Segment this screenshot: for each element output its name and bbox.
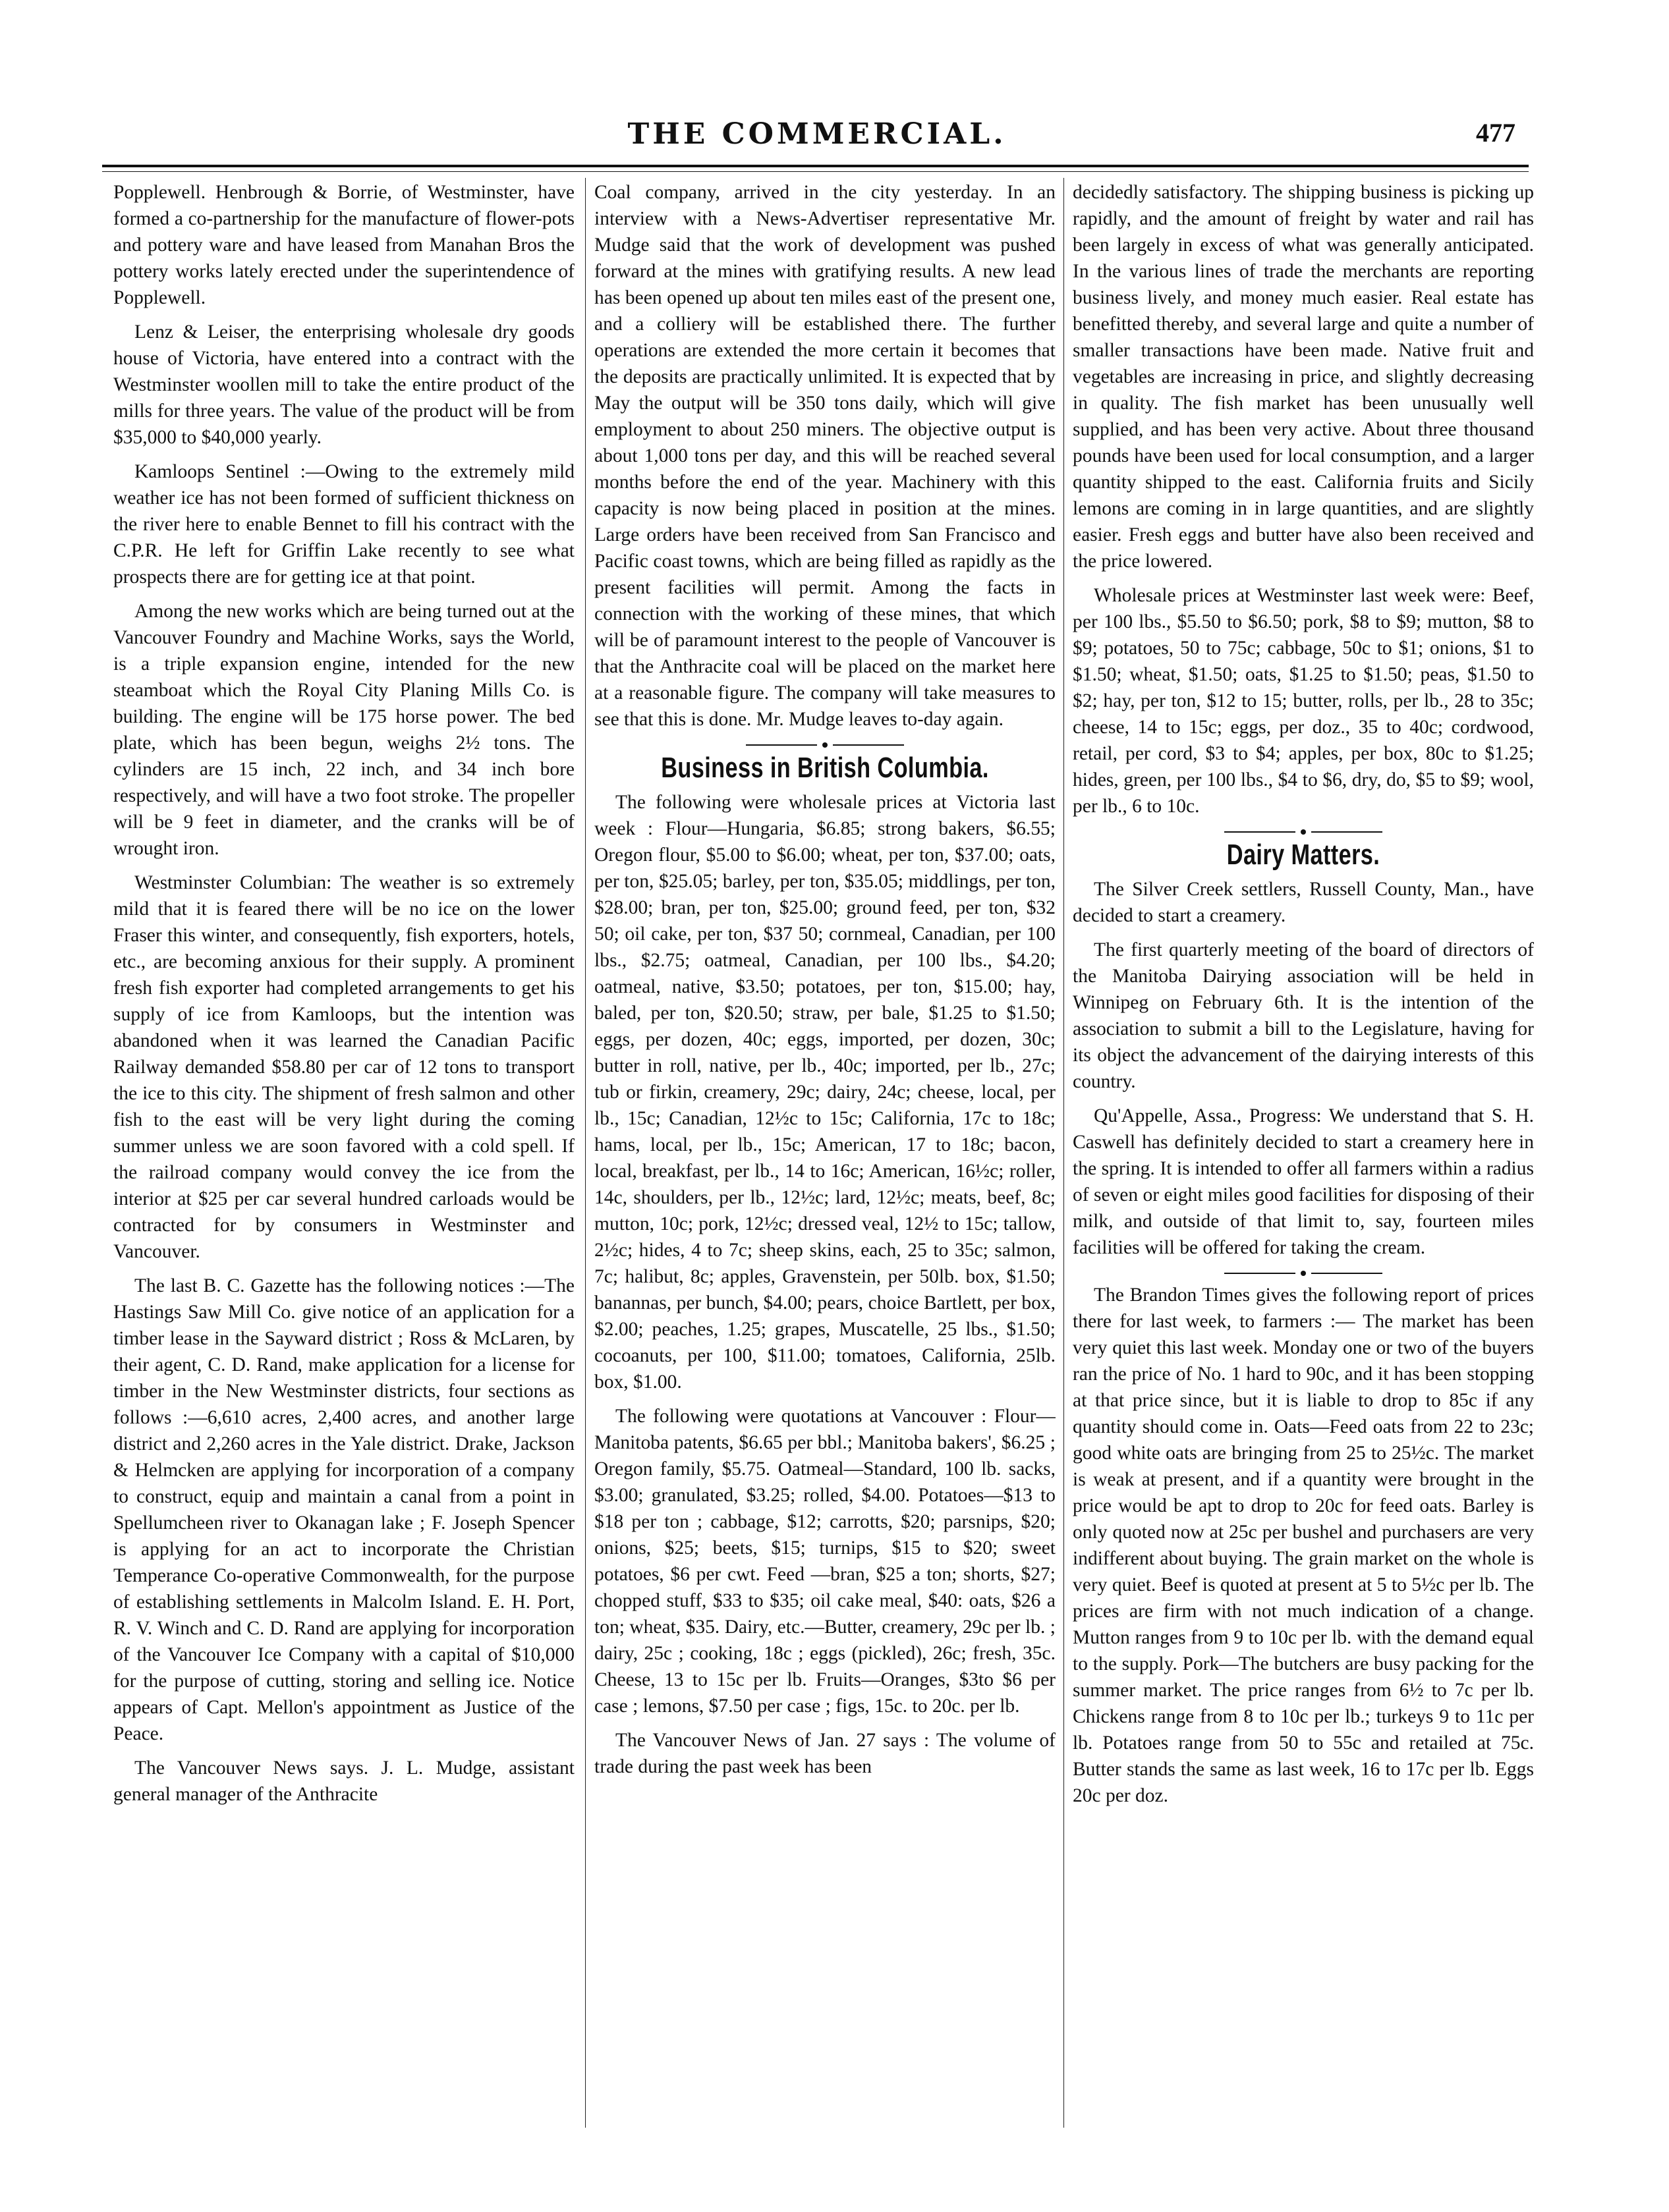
article-paragraph: The following were wholesale prices at Victoria last week : Flour—Hungaria, $6.85; strong bakers, $6.55; Oregon flour, $5.00 to $6.00; wheat, per ton, $37.00; oats, per ton, $25.05; barley, per ton, $35.05; middlings, per ton, $28.00; bran, per ton, $25.00; ground feed, per ton, $32 50; oil cake, per ton, $37 50; cornmeal, Canadian, per 100 lbs., $2.75; oatmeal, Canadian, per 100 lbs., $4.20; oatmeal, native, $3.50; potatoes, per ton, $15.00; hay, baled, per ton, $20.50; straw, per bale, $1.25 to $1.50; eggs, per dozen, 40c; eggs, imported, per dozen, 30c; butter in roll, native, per lb., 40c; imported, per lb., 27c; tub or firkin, creamery, 29c; dairy, 24c; cheese, local, per lb., 15c; Canadian, 12½c to 15c; California, 17c to 18c; hams, local, per lb., 15c; American, 17 to 18c; bacon, local, breakfast, per lb., 14 to 16c; American, 16½c; roller, 14c, shoulders, per lb., 12½c; lard, 12½c; meats, beef, 8c; mutton, 10c; pork, 12½c; dressed veal, 12½ to 15c; tallow, 2½c; hides, 4 to 7c; sheep skins, each, 25 to 35c; salmon, 7c; halibut, 8c; apples, Gravenstein, per 50lb. box, $1.50; banannas, per bunch, $4.00; pears, choice Bartlett, per box, $2.00; peaches, 1.25; grapes, Muscatelle, 25 lbs., $1.50; cocoanuts, per 100, $11.00; tomatoes, California, 25lb. box, $1.00.	[594, 792, 1056, 1393]
page-number: 477	[1476, 118, 1515, 148]
section-divider-ornament	[1218, 1269, 1389, 1278]
section-heading: Dairy Matters.	[1226, 839, 1380, 871]
article-paragraph: Coal company, arrived in the city yesterday. In an interview with a News-Advertiser representative Mr. Mudge said that the work of development was pushed forward at the mines with gratifying results. A new lead has been opened up about ten miles east of the present one, and a colliery will be established there. The further operations are extended the more certain it becomes that the deposits are practically unlimited. It is expected that by May the output will be 350 tons daily, which will give employment to about 250 miners. The objective output is about 1,000 tons per day, and this will be reached several months before the end of the year. Machinery with this capacity is now being placed in position at the mines. Large orders have been received from San Francisco and Pacific coast towns, which are being filled as rapidly as the present facilities will permit. Among the facts in connection with the working of these mines, that which will be of paramount interest to the people of Vancouver is that the Anthracite coal will be placed on the market here at a reasonable figure. The company will take measures to see that this is done. Mr. Mudge leaves to-day again.	[594, 182, 1056, 730]
header-rule-thin	[102, 171, 1529, 172]
article-paragraph: The last B. C. Gazette has the following notices :—The Hastings Saw Mill Co. give notice of an application for a timber lease in the Sayward district ; Ross & McLaren, by their agent, C. D. Rand, make application for a license for timber in the New Westminster districts, four sections as follows :—6,610 acres, 2,400 acres, and another large district and 2,260 acres in the Yale district. Drake, Jackson & Helmcken are applying for incorporation of a company to construct, equip and maintain a canal from a point in Spellumcheen river to Okanagan lake ; F. Joseph Spencer is applying for an act to incorporate the Christian Temperance Co-operative Commonwealth, for the purpose of establishing settlements in Malcolm Island. E. H. Port, R. V. Winch and C. D. Rand are applying for incorporation of the Vancouver Ice Company with a capital of $10,000 for the purpose of cutting, storing and selling ice. Notice appears of Capt. Mellon's appointment as Justice of the Peace.	[113, 1275, 575, 1744]
article-paragraph: Kamloops Sentinel :—Owing to the extremely mild weather ice has not been formed of sufficient thickness on the river here to enable Bennet to fill his contract with the C.P.R. He left for Griffin Lake recently to see what prospects there are for getting ice at that point.	[113, 461, 575, 588]
column-1	[113, 179, 575, 2162]
section-heading: Business in British Columbia.	[661, 752, 989, 784]
masthead	[105, 117, 1529, 157]
article-paragraph: The Brandon Times gives the following report of prices there for last week, to farmers :— The market has been very quiet this last week. Monday one or two of the buyers ran the price of No. 1 hard to 90c, and it has been stopping at that price since, but it is liable to drop to 85c if any quantity should come in. Oats—Feed oats from 22 to 23c; good white oats are bringing from 25 to 25½c. The market is weak at present, and if a quantity were brought in the price would be apt to drop to 20c for feed oats. Barley is only quoted now at 25c per bushel and purchasers are very indifferent about buying. The grain market on the whole is very quiet. Beef is quoted at present at 5 to 5½c per lb. The prices are firm with not much indication of a change. Mutton ranges from 9 to 10c per lb. with the demand equal to the supply. Pork—The butchers are busy packing for the summer market. The price ranges from 6½ to 7c per lb. Chickens range from 8 to 10c per lb.; turkeys 9 to 11c per lb. Potatoes range from 50 to 55c and retailed at 75c. Butter stands the same as last week, 16 to 17c per lb. Eggs 20c per doz.	[1073, 1285, 1534, 1806]
column-divider	[1063, 178, 1064, 2128]
column-divider	[585, 178, 586, 2128]
article-paragraph: decidedly satisfactory. The shipping business is picking up rapidly, and the amount of freight by water and rail has been largely in excess of what was generally anticipated. In the various lines of trade the merchants are reporting business lively, and money much easier. Real estate has benefitted thereby, and several large and quite a number of smaller transactions have been made. Native fruit and vegetables are increasing in price, and slightly decreasing in quality. The fish market has been unusually well supplied, and has been very active. About three thousand pounds have been used for local consumption, and a larger quantity shipped to the east. California fruits and Sicily lemons are coming in in large quantities, and are slightly easier. Fresh eggs and butter have also been received and the price lowered.	[1073, 182, 1534, 572]
section-divider-ornament	[1218, 827, 1389, 837]
column-3	[1073, 179, 1534, 2162]
article-paragraph: Wholesale prices at Westminster last week were: Beef, per 100 lbs., $5.50 to $6.50; pork, $8 to $9; mutton, $8 to $9; potatoes, 50 to 75c; cabbage, 50c to $1; onions, $1 to $1.50; wheat, $1.50; oats, $1.25 to $1.50; peas, $1.50 to $2; hay, per ton, $12 to 15; butter, rolls, per lb., 28 to 35c; cheese, 14 to 15c; eggs, per doz., 35 to 40c; cordwood, retail, per cord, $3 to $4; apples, per box, 80c to $1.25; hides, green, per 100 lbs., $4 to $6, dry, do, $5 to $9; wool, per lb., 6 to 10c.	[1073, 585, 1534, 817]
section-divider-ornament	[739, 740, 911, 750]
article-paragraph: Among the new works which are being turned out at the Vancouver Foundry and Machine Works, says the World, is a triple expansion engine, intended for the new steamboat which the Royal City Planing Mills Co. is building. The engine will be 175 horse power. The bed plate, which has been begun, weighs 2½ tons. The cylinders are 15 inch, 22 inch, and 34 inch bore respectively, and will have a two foot stroke. The propeller will be 9 feet in diameter, and the cranks will be of wrought iron.	[113, 601, 575, 859]
article-paragraph: Popplewell. Henbrough & Borrie, of Westminster, have formed a co-partnership for the manufacture of flower-pots and pottery ware and have leased from Manahan Bros the pottery works lately erected under the superintendence of Popplewell.	[113, 182, 575, 308]
article-paragraph: Lenz & Leiser, the enterprising wholesale dry goods house of Victoria, have entered into a contract with the Westminster woollen mill to take the entire product of the mills for three years. The value of the product will be from $35,000 to $40,000 yearly.	[113, 321, 575, 448]
article-paragraph: Westminster Columbian: The weather is so extremely mild that it is feared there will be no ice on the lower Fraser this winter, and consequently, fish exporters, hotels, etc., are becoming anxious for their supply. A prominent fresh fish exporter had completed arrangements to get his supply of ice from Kamloops, but the intention was abandoned when it was learned the Canadian Pacific Railway demanded $58.80 per car of 12 tons to transport the ice to this city. The shipment of fresh salmon and other fish to the east will be very light during the coming summer unless we are soon favored with a cold spell. If the railroad company would convey the ice from the interior at $25 per car several hundred carloads would be contracted for by consumers in Westminster and Vancouver.	[113, 872, 575, 1262]
article-paragraph: The Vancouver News says. J. L. Mudge, assistant general manager of the Anthracite	[113, 1757, 575, 1805]
article-paragraph: The first quarterly meeting of the board of directors of the Manitoba Dairying association will be held in Winnipeg on February 6th. It is the intention of the association to submit a bill to the Legislature, having for its object the advancement of the dairying interests of this country.	[1073, 939, 1534, 1092]
header-rule	[102, 165, 1529, 167]
article-paragraph: The Silver Creek settlers, Russell County, Man., have decided to start a creamery.	[1073, 879, 1534, 926]
article-paragraph: The following were quotations at Vancouver : Flour—Manitoba patents, $6.65 per bbl.; Manitoba bakers', $6.25 ; Oregon family, $5.75. Oatmeal—Standard, 100 lb. sacks, $3.00; granulated, $3.25; rolled, $4.00. Potatoes—$13 to $18 per ton ; cabbage, $12; carrotts, $20; parsnips, $20; onions, $25; beets, $15; turnips, $15 to $20; sweet potatoes, $6 per cwt. Feed —bran, $25 a ton; shorts, $27; chopped stuff, $33 to $35; oil cake meal, $40: oats, $26 a ton; wheat, $35. Dairy, etc.—Butter, creamery, 29c per lb. ; dairy, 25c ; cooking, 18c ; eggs (pickled), 26c; fresh, 35c. Cheese, 13 to 15c per lb. Fruits—Oranges, $3to $6 per case ; lemons, $7.50 per case ; figs, 15c. to 20c. per lb.	[594, 1406, 1056, 1717]
article-paragraph: Qu'Appelle, Assa., Progress: We understand that S. H. Caswell has definitely decided to start a creamery here in the spring. It is intended to offer all farmers within a radius of seven or eight miles good facilities for disposing of their milk, and outside of that limit to, say, fourteen miles facilities will be offered for taking the cream.	[1073, 1105, 1534, 1258]
page-title: THE COMMERCIAL.	[627, 117, 1007, 151]
column-2	[594, 179, 1056, 2162]
article-paragraph: The Vancouver News of Jan. 27 says : The volume of trade during the past week has been	[594, 1730, 1056, 1777]
